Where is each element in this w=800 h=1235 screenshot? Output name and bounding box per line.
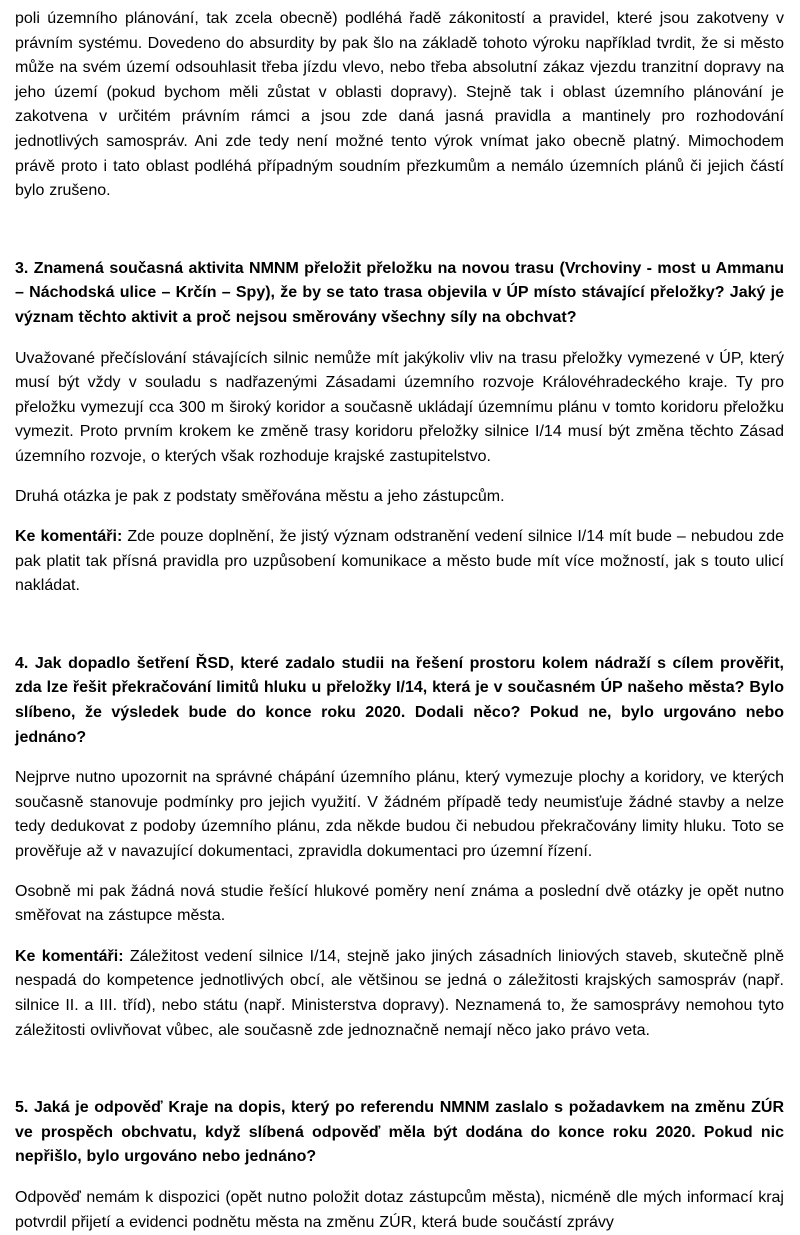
answer-3-paragraph-1: Uvažované přečíslování stávajících silnic nemůže mít jakýkoliv vliv na trasu přeložky vymezené v ÚP, který musí být vždy v souladu s nadřazenými Zásadami územního rozvoje Královéhradeckého kraje. Ty pro přeložku vymezují cca 300 m široký koridor a současně ukládají územnímu plánu v tomto koridoru přeložku vymezit. Proto prvním krokem ke změně trasy koridoru přeložky silnice I/14 musí být změna těchto Zásad územního rozvoje, o kterých však rozhoduje krajské zastupitelstvo.	[15, 349, 784, 465]
comment-label: Ke komentáři:	[15, 947, 124, 965]
answer-3-paragraph-2: Druhá otázka je pak z podstaty směřována městu a jeho zástupcům.	[15, 487, 505, 505]
answer-5-paragraph-1: Odpověď nemám k dispozici (opět nutno položit dotaz zástupcům města), nicméně dle mých informací kraj potvrdil přijetí a evidenci podnětu města na změnu ZÚR, která bude součástí zprávy	[15, 1188, 784, 1231]
document-page	[0, 7, 800, 1231]
answer-4-paragraph-2: Osobně mi pak žádná nová studie řešící hlukové poměry není známa a poslední dvě otázky je opět nutno směřovat na zástupce města.	[15, 882, 784, 925]
question-4: 4. Jak dopadlo šetření ŘSD, které zadalo studii na řešení prostoru kolem nádraží s cílem prověřit, zda lze řešit překračování limitů hluku u přeložky I/14, která je v současném ÚP našeho města? Bylo slíbeno, že výsledek bude do konce roku 2020. Dodali něco? Pokud ne, bylo urgováno nebo jednáno?	[15, 654, 784, 746]
answer-4-paragraph-1: Nejprve nutno upozornit na správné chápání územního plánu, který vymezuje plochy a koridory, ve kterých současně stanovuje podmínky pro jejich využití. V žádném případě tedy neumisťuje žádné stavby a nelze tedy dedukovat z podoby územního plánu, zda někde budou či nebudou překračovány limity hluku. Toto se prověřuje až v navazující dokumentaci, zpravidla dokumentaci pro územní řízení.	[15, 769, 784, 861]
comment-label: Ke komentáři:	[15, 528, 123, 546]
comment-3	[15, 525, 784, 599]
comment-4	[15, 945, 784, 1043]
intro-paragraph: poli územního plánování, tak zcela obecně) podléhá řadě zákonitostí a pravidel, které jsou zakotveny v právním systému. Dovedeno do absurdity by pak šlo na základě tohoto výroku například tvrdit, že si město může na svém území odsouhlasit třeba jízdu vlevo, nebo třeba absolutní zákaz vjezdu tranzitní dopravy na jeho území (pokud bychom měli zůstat v oblasti dopravy). Stejně tak i oblast územního plánování je zakotvena v určitém právním rámci a jsou zde daná jasná pravidla a mantinely pro rozhodování jednotlivých samospráv. Ani zde tedy není možné tento výrok vnímat jako obecně platný. Mimochodem právě proto i tato oblast podléhá případným soudním přezkumům a nemálo územních plánů či jejich částí bylo zrušeno.	[15, 10, 784, 200]
question-5: 5. Jaká je odpověď Kraje na dopis, který po referendu NMNM zaslalo s požadavkem na změnu ZÚR ve prospěch obchvatu, když slíbená odpověď měla být dodána do konce roku 2020. Pokud nic nepřišlo, bylo urgováno nebo jednáno?	[15, 1099, 784, 1166]
comment-4-text: Záležitost vedení silnice I/14, stejně jako jiných zásadních liniových staveb, skutečně plně nespadá do kompetence jednotlivých obcí, ale většinou se jedná o záležitosti krajských samospráv (např. silnice II. a III. tříd), nebo státu (např. Ministerstva dopravy). Neznamená to, že samosprávy nemohou tyto záležitosti ovlivňovat vůbec, ale současně zde jednoznačně nemají něco jako právo veta.	[15, 947, 784, 1039]
comment-3-text: Zde pouze doplnění, že jistý význam odstranění vedení silnice I/14 mít bude – nebudou zde pak platit tak přísná pravidla pro uzpůsobení komunikace a město bude mít více možností, jak s touto ulicí nakládat.	[15, 528, 784, 595]
question-3: 3. Znamená současná aktivita NMNM přeložit přeložku na novou trasu (Vrchoviny - most u Ammanu – Náchodská ulice – Krčín – Spy), že by se tato trasa objevila v ÚP místo stávající přeložky? Jaký je význam těchto aktivit a proč nejsou směrovány všechny síly na obchvat?	[15, 259, 784, 326]
